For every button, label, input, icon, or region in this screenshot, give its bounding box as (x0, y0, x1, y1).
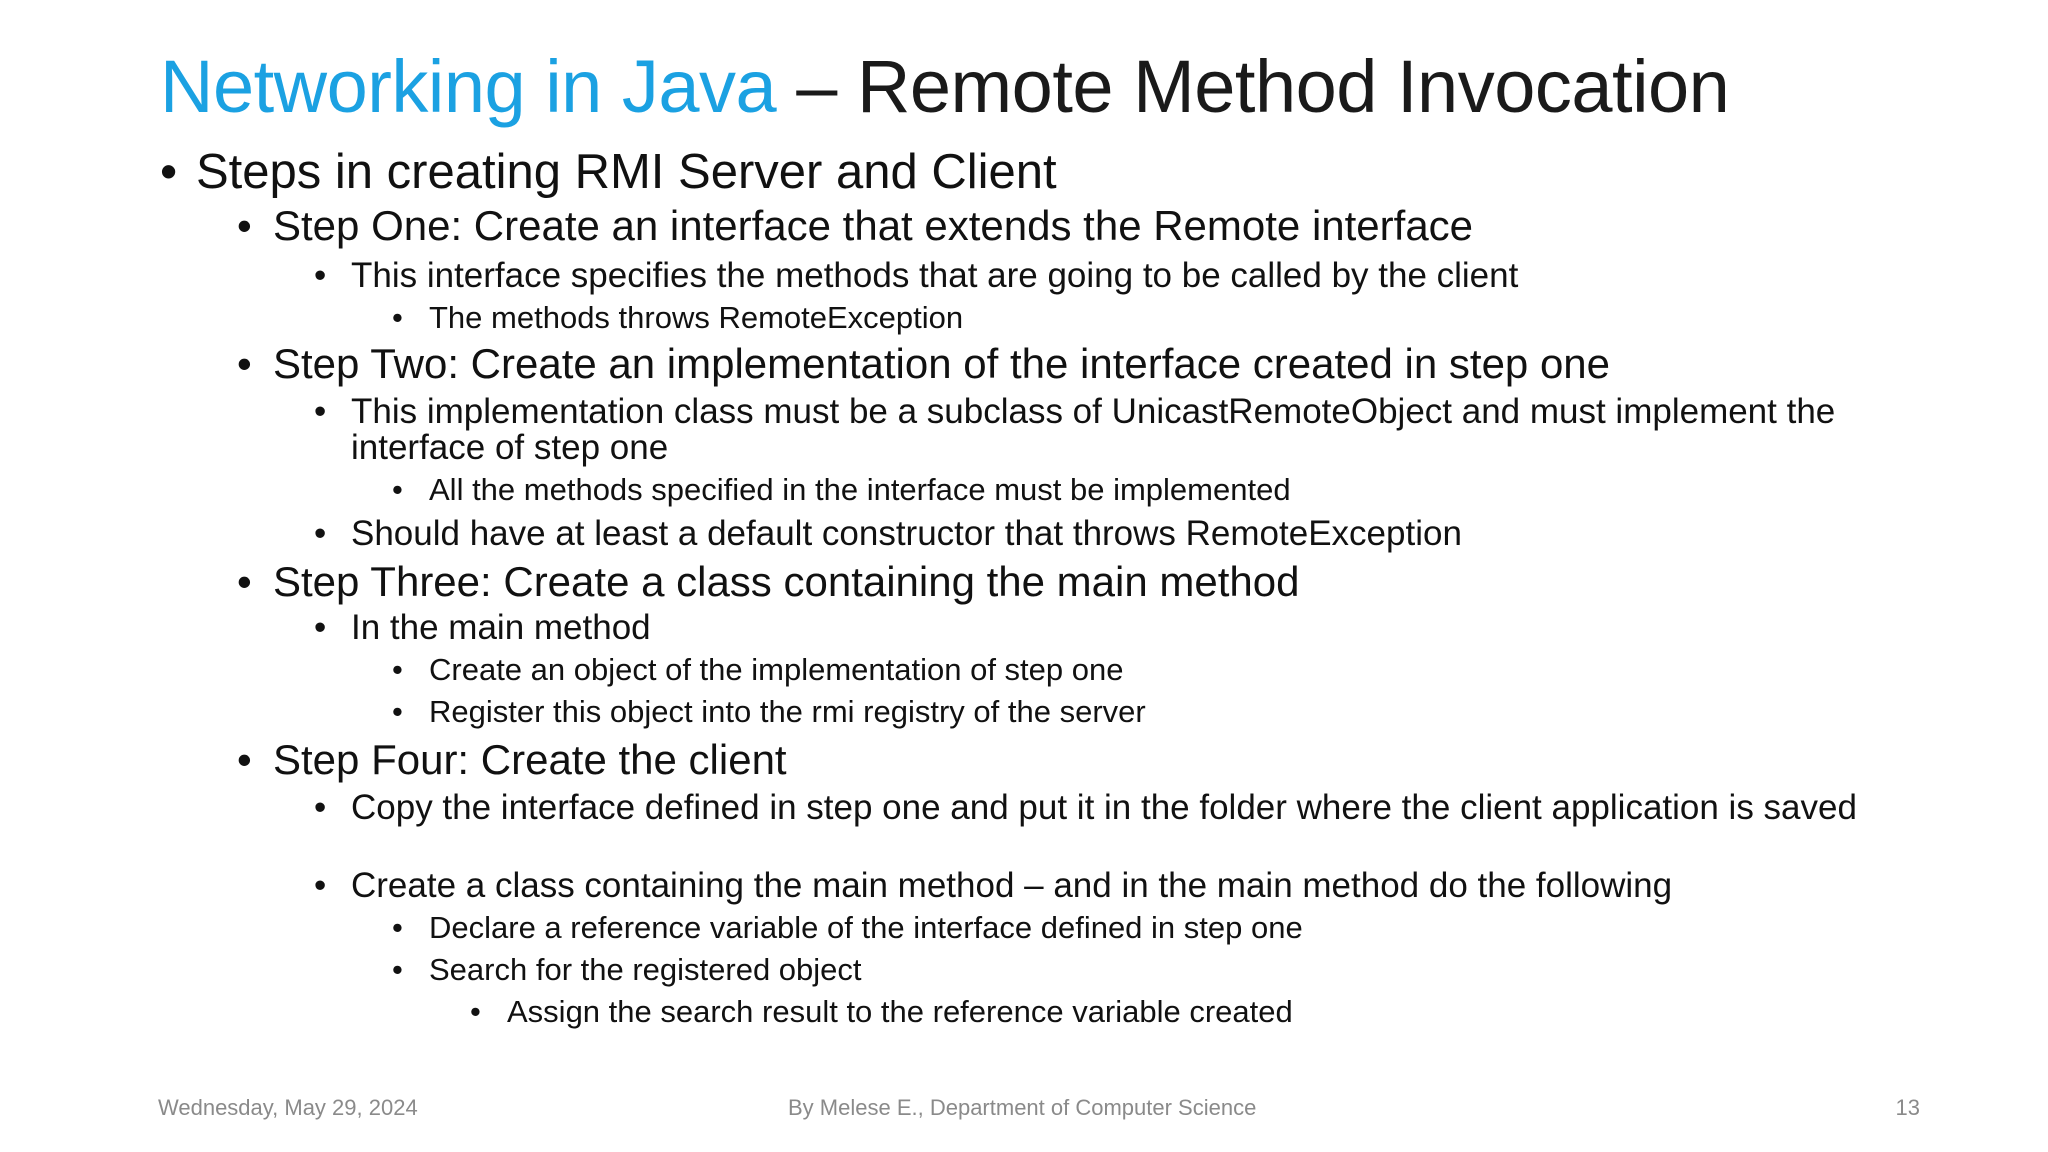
bullet-item (314, 610, 651, 646)
bullet-text: Step One: Create an interface that extends the Remote interface (273, 202, 1474, 249)
bullet-text: Assign the search result to the reference variable created (507, 994, 1293, 1029)
bullet-icon: • (392, 910, 403, 945)
bullet-text: Search for the registered object (429, 952, 862, 987)
bullet-icon: • (392, 472, 403, 507)
bullet-text: Step Four: Create the client (273, 736, 787, 783)
bullet-text: In the main method (351, 608, 651, 647)
bullet-item (160, 144, 1057, 200)
bullet-text: This interface specifies the methods that are going to be called by the client (351, 256, 1519, 295)
bullet-icon: • (392, 694, 403, 729)
bullet-icon: • (314, 788, 327, 827)
bullet-icon: • (237, 558, 252, 605)
bullet-text: This implementation class must be a subclass of UnicastRemoteObject and must implement the interface of step one (351, 392, 1836, 467)
bullet-text: Declare a reference variable of the interface defined in step one (429, 910, 1303, 945)
bullet-icon: • (392, 952, 403, 987)
footer-author: By Melese E., Department of Computer Science (788, 1095, 1257, 1120)
bullet-item (237, 736, 787, 784)
bullet-icon: • (237, 736, 252, 783)
bullet-text: Should have at least a default constructor that throws RemoteException (351, 514, 1462, 553)
bullet-text: Copy the interface defined in step one and put it in the folder where the client application is saved (351, 788, 1857, 827)
bullet-text: The methods throws RemoteException (429, 300, 964, 335)
bullet-icon: • (392, 652, 403, 687)
bullet-item (314, 394, 1931, 466)
bullet-item (314, 516, 1462, 552)
bullet-item (314, 258, 1518, 294)
bullet-text: Register this object into the rmi registry of the server (429, 694, 1146, 729)
bullet-item (392, 474, 1291, 506)
slide-title-rest: – Remote Method Invocation (776, 45, 1730, 128)
bullet-icon: • (314, 392, 327, 431)
bullet-icon: • (314, 514, 327, 553)
bullet-icon: • (314, 256, 327, 295)
bullet-icon: • (160, 145, 178, 199)
bullet-icon: • (237, 340, 252, 387)
bullet-item (314, 868, 1672, 904)
bullet-text: Create an object of the implementation of step one (429, 652, 1124, 687)
footer-page-number: 13 (1895, 1095, 1920, 1120)
bullet-text: Create a class containing the main method – and in the main method do the following (351, 866, 1673, 905)
bullet-item (314, 790, 1931, 826)
bullet-text: Steps in creating RMI Server and Client (196, 145, 1057, 199)
footer-date: Wednesday, May 29, 2024 (158, 1095, 418, 1120)
slide-title-accent: Networking in Java (160, 45, 777, 128)
bullet-icon: • (314, 866, 327, 905)
bullet-item (237, 202, 1473, 250)
bullet-item (237, 558, 1299, 606)
bullet-icon: • (314, 608, 327, 647)
bullet-item (392, 654, 1124, 686)
bullet-item (237, 340, 1610, 388)
bullet-text: All the methods specified in the interface must be implemented (429, 472, 1291, 507)
bullet-item (392, 912, 1303, 944)
bullet-text: Step Three: Create a class containing the main method (273, 558, 1300, 605)
bullet-item (470, 996, 1293, 1028)
bullet-item (392, 696, 1146, 728)
bullet-icon: • (470, 994, 481, 1029)
bullet-icon: • (237, 202, 252, 249)
bullet-item (392, 302, 963, 334)
bullet-icon: • (392, 300, 403, 335)
bullet-item (392, 954, 862, 986)
bullet-text: Step Two: Create an implementation of the interface created in step one (273, 340, 1611, 387)
